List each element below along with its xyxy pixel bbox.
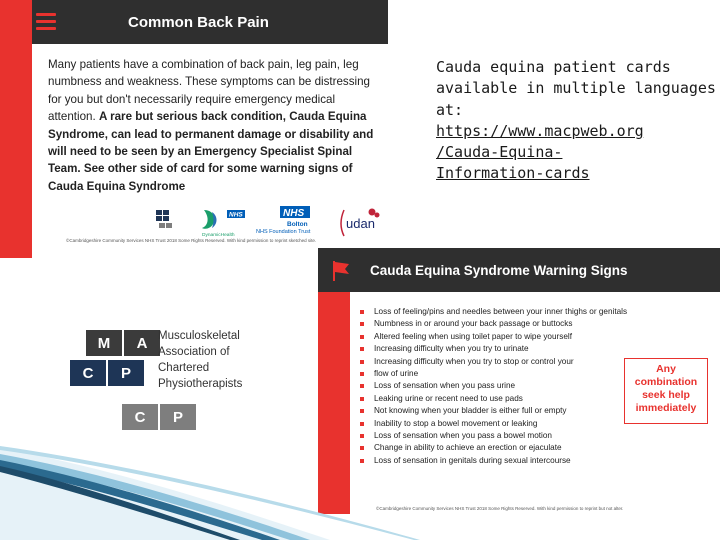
bolton-nhs-text: NHS <box>283 208 305 219</box>
callout-line: seek help <box>642 389 690 401</box>
macp-org-line: Physiotherapists <box>158 378 243 390</box>
menu-icon <box>36 13 56 31</box>
list-item: Inability to stop a bowel movement or leaking <box>358 418 658 430</box>
common-back-pain-card <box>0 0 388 258</box>
macp-letter-m: M <box>86 330 122 356</box>
partner-logos <box>156 206 388 240</box>
macp-letter-p-lower: P <box>160 404 196 430</box>
list-item: Loss of sensation in genitals during sexual intercourse <box>358 455 658 467</box>
macp-org-line: Musculoskeletal <box>158 330 240 342</box>
card-title: Common Back Pain <box>128 14 269 31</box>
bolton-text: Bolton <box>287 221 308 228</box>
card1-footnote: ©Cambridgeshire Community Services NHS Trust 2018 Some Rights Reserved. With kind permission to reprint sketched site. <box>66 238 317 243</box>
macp-letter-p: P <box>108 360 144 386</box>
macp-logo <box>70 322 300 442</box>
list-item: Numbness in or around your back passage or buttocks <box>358 318 658 330</box>
card-header-red-bar <box>0 0 32 44</box>
macp-org-line: Association of <box>158 346 230 358</box>
macp-org-line: Chartered <box>158 362 210 374</box>
cards-link-line1[interactable]: https://www.macpweb.org <box>436 121 644 140</box>
callout-line: Any <box>656 363 676 375</box>
list-item: Loss of sensation when you pass urine <box>358 380 658 392</box>
card2-footnote: ©Cambridgeshire Community Services NHS Trust 2018 Some Rights Reserved. With kind permission to reprint but not alter. <box>376 506 624 511</box>
list-item: Increasing difficulty when you try to stop or control your <box>358 356 658 368</box>
list-item: Leaking urine or recent need to use pads <box>358 393 658 405</box>
card-body-text <box>48 56 374 195</box>
macp-org-name <box>158 328 242 392</box>
decorative-swoosh <box>0 440 720 540</box>
macp-letter-c-lower: C <box>122 404 158 430</box>
callout-line: combination <box>634 376 698 388</box>
dynamic-health-label: DynamicHealth <box>202 233 235 238</box>
nhs-badge-text: NHS <box>229 211 243 219</box>
list-item: Not knowing when your bladder is either full or empty <box>358 405 658 417</box>
list-item: Loss of sensation when you pass a bowel motion <box>358 430 658 442</box>
note-text: Cauda equina patient cards available in multiple languages at: <box>436 58 716 119</box>
list-item-continuation: flow of urine <box>358 368 658 380</box>
card-paragraph-bold: A rare but serious back condition, Cauda Equina Syndrome, can lead to permanent damage or disability and will need to be seen by an Emergency Specialist Spinal Team. See other side of card for some warning signs of Cauda Equina Syndrome <box>48 110 374 193</box>
list-item: Increasing difficulty when you try to urinate <box>358 343 658 355</box>
list-item: Change in ability to achieve an erection or ejaculate <box>358 442 658 454</box>
nhs-bolton-logo <box>256 206 311 235</box>
cauda-equina-note <box>436 57 716 185</box>
card2-title: Cauda Equina Syndrome Warning Signs <box>370 263 628 278</box>
card-paragraph-normal: Many patients have a combination of back pain, leg pain, leg numbness and weakness. These symptoms can be distressing for you but don't necessarily require emergency medical attention. <box>48 58 370 124</box>
seek-help-callout <box>624 358 708 424</box>
macp-mini-logo <box>156 210 172 228</box>
macp-letter-a: A <box>124 330 160 356</box>
callout-line: immediately <box>635 402 697 414</box>
cards-link-line2[interactable]: /Cauda-Equina- <box>436 143 563 162</box>
udan-text: udan <box>346 216 375 231</box>
macp-letter-c: C <box>70 360 106 386</box>
udan-logo <box>341 209 380 237</box>
cards-link-line3[interactable]: Information-cards <box>436 164 590 183</box>
list-item: Loss of feeling/pins and needles between your inner thighs or genitals <box>358 306 658 318</box>
bolton-trust-text: NHS Foundation Trust <box>256 229 311 235</box>
flag-icon <box>332 260 350 282</box>
list-item: Altered feeling when using toilet paper to wipe yourself <box>358 331 658 343</box>
